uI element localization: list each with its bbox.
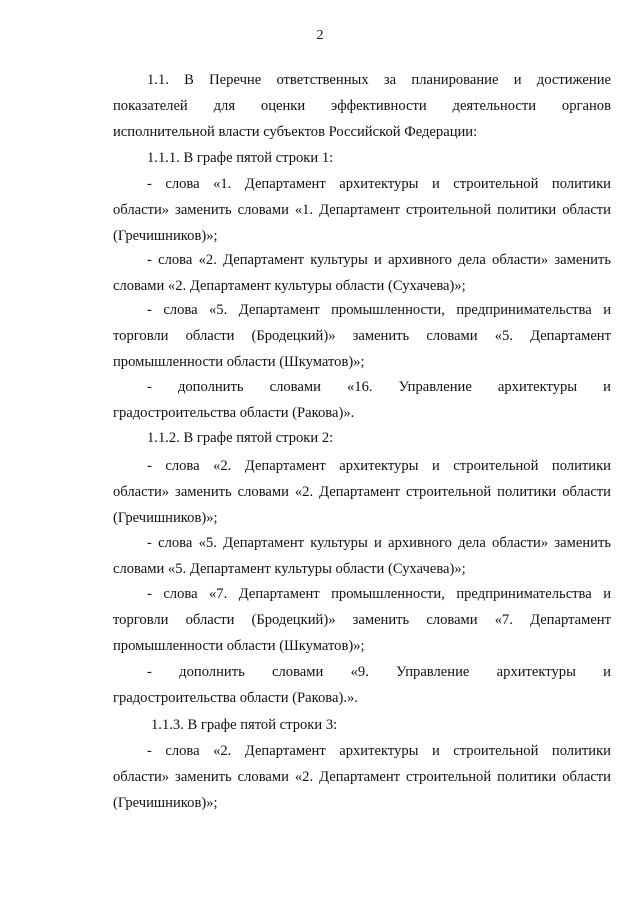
text-line: градостроительства области (Ракова).».	[113, 690, 358, 706]
text-line: промышленности области (Шкуматов)»;	[113, 638, 365, 654]
text-line: словами «2. Департамент культуры области (Сухачева)»;	[113, 278, 466, 294]
text-line: торговли области (Бродецкий)» заменить словами «5. Департамент	[113, 328, 611, 344]
paragraph-1-1	[113, 72, 611, 150]
paragraph-1-1-2	[113, 430, 611, 447]
paragraph-item	[113, 302, 611, 380]
text-line: показателей для оценки эффективности деятельности органов	[113, 98, 611, 114]
text-line: 1.1.1. В графе пятой строки 1:	[147, 150, 334, 166]
text-line: (Гречишников)»;	[113, 228, 218, 244]
text-line: 1.1.3. В графе пятой строки 3:	[151, 717, 338, 733]
paragraph-item	[113, 252, 611, 304]
text-line: промышленности области (Шкуматов)»;	[113, 354, 365, 370]
paragraph-item	[113, 586, 611, 664]
text-line: области» заменить словами «1. Департамент строительной политики области	[113, 202, 611, 218]
text-line: градостроительства области (Ракова)».	[113, 405, 355, 421]
text-line: - слова «2. Департамент архитектуры и строительной политики	[147, 743, 611, 759]
text-line: исполнительной власти субъектов Российской Федерации:	[113, 124, 478, 140]
paragraph-1-1-1	[113, 150, 611, 167]
text-line: 1.1.2. В графе пятой строки 2:	[147, 430, 334, 446]
text-line: словами «5. Департамент культуры области (Сухачева)»;	[113, 561, 466, 577]
text-line: - слова «5. Департамент промышленности, предпринимательства и	[147, 302, 611, 318]
paragraph-item	[113, 379, 611, 431]
page-number: 2	[316, 28, 324, 43]
text-line: - дополнить словами «16. Управление архитектуры и	[147, 379, 611, 395]
text-line: - дополнить словами «9. Управление архитектуры и	[147, 664, 611, 680]
text-line: области» заменить словами «2. Департамент строительной политики области	[113, 484, 611, 500]
paragraph-1-1-3	[113, 717, 611, 734]
text-line: - слова «2. Департамент архитектуры и строительной политики	[147, 458, 611, 474]
text-line: - слова «5. Департамент культуры и архивного дела области» заменить	[147, 535, 611, 551]
paragraph-item	[113, 176, 611, 254]
text-line: области» заменить словами «2. Департамент строительной политики области	[113, 769, 611, 785]
text-line: - слова «2. Департамент культуры и архивного дела области» заменить	[147, 252, 611, 268]
text-line: - слова «1. Департамент архитектуры и строительной политики	[147, 176, 611, 192]
paragraph-item	[113, 743, 611, 821]
paragraph-item	[113, 458, 611, 536]
text-line: торговли области (Бродецкий)» заменить словами «7. Департамент	[113, 612, 611, 628]
text-line: 1.1. В Перечне ответственных за планирование и достижение	[147, 72, 611, 88]
text-line: (Гречишников)»;	[113, 795, 218, 811]
text-line: - слова «7. Департамент промышленности, предпринимательства и	[147, 586, 611, 602]
paragraph-item	[113, 535, 611, 587]
paragraph-item	[113, 664, 611, 716]
text-line: (Гречишников)»;	[113, 510, 218, 526]
